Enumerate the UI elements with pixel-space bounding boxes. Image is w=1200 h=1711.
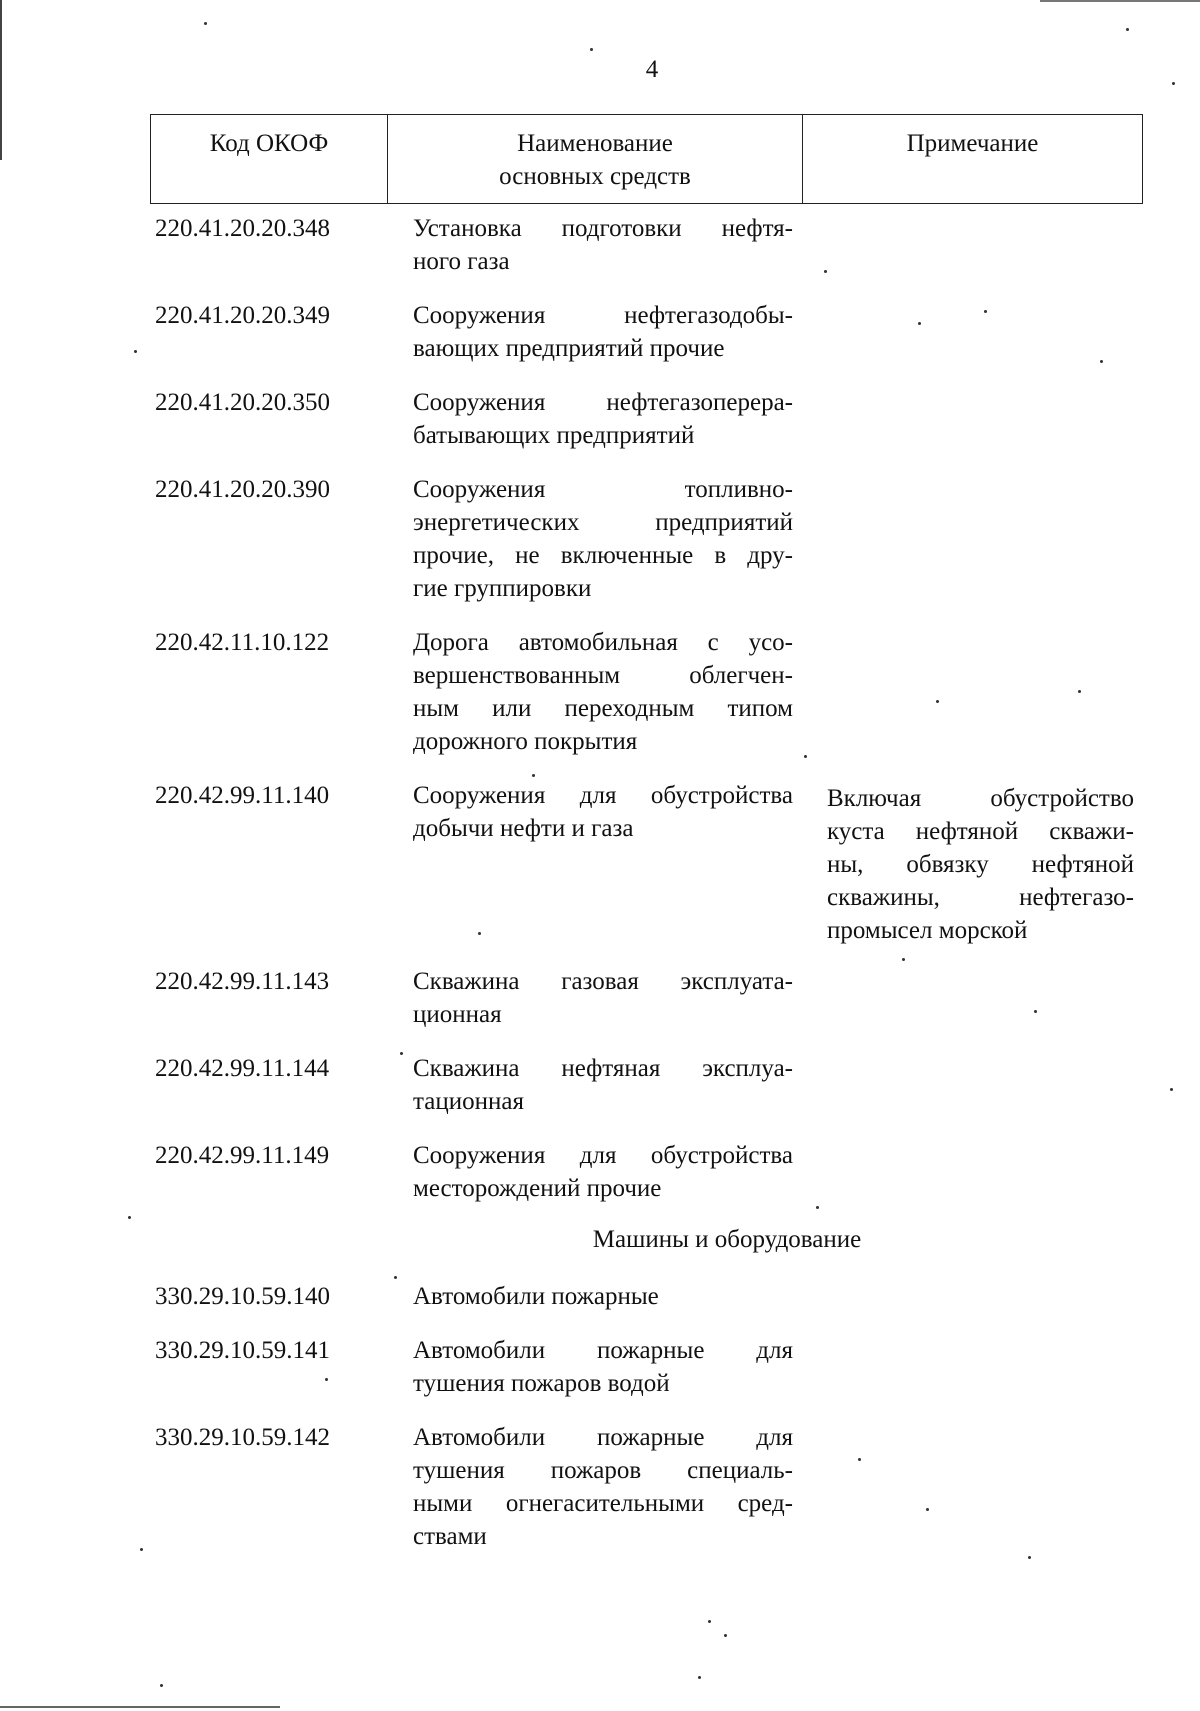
asset-name-line: Скважина газовая эксплуата- <box>413 968 793 995</box>
asset-name-line: Сооружения нефтегазоперера- <box>413 389 793 416</box>
scan-speck <box>858 1458 861 1461</box>
asset-name-line: ными огнегасительными сред- <box>413 1490 793 1517</box>
scan-speck <box>1078 690 1081 693</box>
asset-name <box>413 386 793 452</box>
okof-code: 220.41.20.20.350 <box>155 389 330 416</box>
asset-name <box>413 1139 793 1205</box>
okof-code: 330.29.10.59.141 <box>155 1337 330 1364</box>
scan-edge-bottom <box>0 1706 280 1708</box>
scan-speck <box>400 1052 403 1055</box>
asset-note-line: куста нефтяной скважи- <box>827 818 1134 845</box>
scan-speck <box>816 1206 819 1209</box>
okof-code: 330.29.10.59.140 <box>155 1283 330 1310</box>
scan-speck <box>325 1378 328 1381</box>
asset-name-line: вершенствованным облегчен- <box>413 662 793 689</box>
scan-speck <box>698 1676 701 1679</box>
asset-name <box>413 473 793 605</box>
asset-name <box>413 1421 793 1553</box>
okof-code: 220.42.99.11.144 <box>155 1055 330 1082</box>
asset-name <box>413 212 793 278</box>
scan-speck <box>478 932 481 935</box>
asset-name-line: дорожного покрытия <box>413 728 638 755</box>
scan-speck <box>804 755 807 758</box>
asset-name-line: Автомобили пожарные для <box>413 1337 793 1364</box>
header-col-name <box>388 115 803 203</box>
scan-speck <box>902 958 905 961</box>
okof-code: 220.42.99.11.149 <box>155 1142 330 1169</box>
asset-name <box>413 626 793 758</box>
scan-speck <box>708 1620 711 1623</box>
asset-name-line: ционная <box>413 1001 502 1028</box>
scan-edge-top-right <box>1040 0 1200 2</box>
asset-note-line: ны, обвязку нефтяной <box>827 851 1134 878</box>
asset-name-line: ным или переходным типом <box>413 695 793 722</box>
scan-speck <box>724 1634 727 1637</box>
asset-name-line: Сооружения для обустройства <box>413 782 793 809</box>
header-col-note: Примечание <box>906 130 1039 157</box>
scan-speck <box>1028 1556 1031 1559</box>
okof-code: 220.41.20.20.349 <box>155 302 330 329</box>
scan-speck <box>926 1508 929 1511</box>
scan-speck <box>1034 1010 1037 1013</box>
scan-speck <box>1100 360 1103 363</box>
scan-speck <box>824 270 827 273</box>
header-col-name-line: основных средств <box>499 163 691 190</box>
asset-name-line: тушения пожаров водой <box>413 1370 670 1397</box>
asset-name <box>413 299 793 365</box>
asset-name-line: батывающих предприятий <box>413 422 695 449</box>
asset-name-line: Дорога автомобильная с усо- <box>413 629 793 656</box>
header-col-code: Код ОКОФ <box>151 115 388 203</box>
asset-name-line: Сооружения для обустройства <box>413 1142 793 1169</box>
scan-speck <box>984 310 987 313</box>
scan-speck <box>134 350 137 353</box>
asset-name-line: энергетических предприятий <box>413 509 793 536</box>
asset-name-line: Установка подготовки нефтя- <box>413 215 793 242</box>
section-title: Машины и оборудование <box>592 1226 862 1253</box>
asset-note-line: скважины, нефтегазо- <box>827 884 1134 911</box>
asset-note-line: Включая обустройство <box>827 785 1134 812</box>
asset-name-line: месторождений прочие <box>413 1175 662 1202</box>
asset-name-line: добычи нефти и газа <box>413 815 634 842</box>
asset-name <box>413 779 793 845</box>
scan-speck <box>394 1276 397 1279</box>
scan-speck <box>160 1684 163 1687</box>
asset-name <box>413 1280 793 1313</box>
okof-code: 220.41.20.20.348 <box>155 215 330 242</box>
scan-speck <box>590 48 593 51</box>
scan-speck <box>936 700 939 703</box>
asset-note <box>827 782 1134 947</box>
scan-speck <box>1126 28 1129 31</box>
asset-name-line: ного газа <box>413 248 510 275</box>
asset-note-line: промысел морской <box>827 917 1028 944</box>
asset-name-line: ствами <box>413 1523 487 1550</box>
asset-name-line: тационная <box>413 1088 524 1115</box>
asset-name <box>413 1052 793 1118</box>
page-number: 4 <box>645 56 659 83</box>
scan-edge-left <box>0 0 2 160</box>
asset-name-line: Автомобили пожарные <box>413 1283 659 1310</box>
asset-name-line: гие группировки <box>413 575 592 602</box>
okof-code: 220.42.11.10.122 <box>155 629 330 656</box>
okof-code: 220.41.20.20.390 <box>155 476 330 503</box>
scan-speck <box>1170 1088 1173 1091</box>
asset-name-line: прочие, не включенные в дру- <box>413 542 793 569</box>
asset-name-line: Сооружения нефтегазодобы- <box>413 302 793 329</box>
scan-speck <box>918 322 921 325</box>
asset-name-line: Автомобили пожарные для <box>413 1424 793 1451</box>
asset-name <box>413 1334 793 1400</box>
scan-speck <box>128 1216 131 1219</box>
asset-name-line: тушения пожаров специаль- <box>413 1457 793 1484</box>
asset-name-line: Скважина нефтяная эксплуа- <box>413 1055 793 1082</box>
okof-code: 220.42.99.11.143 <box>155 968 330 995</box>
scan-speck <box>532 774 535 777</box>
header-col-name-line: Наименование <box>517 130 673 157</box>
asset-name-line: вающих предприятий прочие <box>413 335 725 362</box>
scan-speck <box>140 1548 143 1551</box>
table-header <box>150 114 1143 204</box>
okof-code: 330.29.10.59.142 <box>155 1424 330 1451</box>
okof-code: 220.42.99.11.140 <box>155 782 330 809</box>
asset-name <box>413 965 793 1031</box>
asset-name-line: Сооружения топливно- <box>413 476 793 503</box>
scan-speck <box>204 22 207 25</box>
